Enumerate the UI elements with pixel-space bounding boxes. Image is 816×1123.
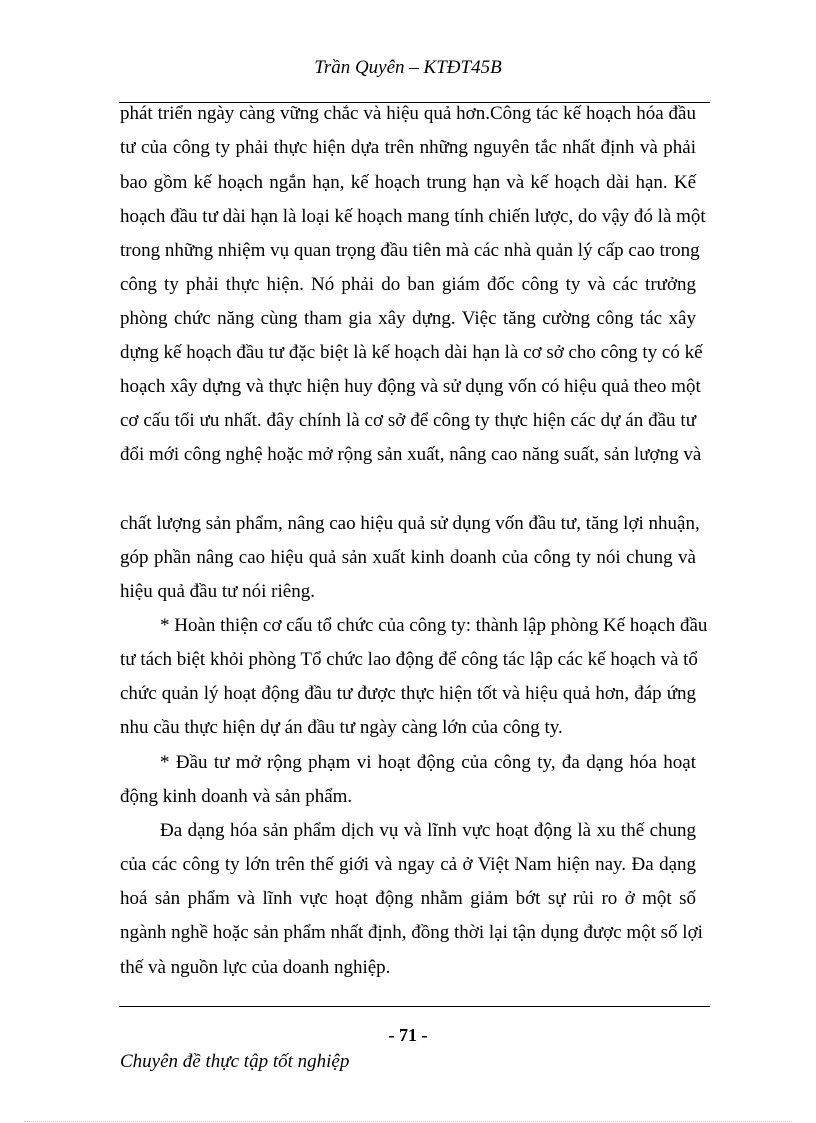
text-line: hoạch đầu tư dài hạn là loại kế hoạch mang tính chiến lược, do vậy đó là một: [120, 206, 706, 227]
text-line: tư tách biệt khỏi phòng Tổ chức lao động để công tác lập các kế hoạch và tổ: [120, 649, 698, 670]
footer-title: Chuyên đề thực tập tốt nghiệp: [120, 1051, 350, 1072]
text-line: bao gồm kế hoạch ngắn hạn, kế hoạch trung hạn và kế hoạch dài hạn. Kế: [120, 172, 696, 193]
text-line: ngành nghề hoặc sản phẩm nhất định, đồng thời lại tận dụng được một số lợi: [120, 922, 703, 943]
text-line: * Đầu tư mở rộng phạm vi hoạt động của công ty, đa dạng hóa hoạt: [160, 752, 696, 773]
text-line: của các công ty lớn trên thế giới và ngay cả ở Việt Nam hiện nay. Đa dạng: [120, 854, 696, 875]
text-line: trong những nhiệm vụ quan trọng đầu tiên mà các nhà quản lý cấp cao trong: [120, 240, 700, 261]
text-line: cơ cấu tối ưu nhất. đây chính là cơ sở để công ty thực hiện các dự án đầu tư: [120, 410, 696, 431]
text-line: phòng chức năng cùng tham gia xây dựng. Việc tăng cường công tác xây: [120, 308, 696, 329]
page-number: - 71 -: [388, 1025, 428, 1045]
footer-rule: [119, 1006, 710, 1007]
text-line: chức quản lý hoạt động đầu tư được thực hiện tốt và hiệu quả hơn, đáp ứng: [120, 683, 696, 704]
text-line: chất lượng sản phẩm, nâng cao hiệu quả sử dụng vốn đầu tư, tăng lợi nhuận,: [120, 513, 700, 534]
text-line: đổi mới công nghệ hoặc mở rộng sản xuất, nâng cao năng suất, sản lượng và: [120, 444, 702, 465]
text-line: hoạch xây dựng và thực hiện huy động và sử dụng vốn có hiệu quả theo một: [120, 376, 701, 397]
text-line: hoá sản phẩm và lĩnh vực hoạt động nhằm giảm bớt sự rủi ro ở một số: [120, 888, 696, 909]
text-line: phát triển ngày càng vững chắc và hiệu quả hơn.Công tác kế hoạch hóa đầu: [120, 103, 696, 124]
text-line: góp phần nâng cao hiệu quả sản xuất kinh doanh của công ty nói chung và: [120, 547, 696, 568]
text-line: thế và nguồn lực của doanh nghiệp.: [120, 957, 391, 978]
header-title: Trần Quyên – KTĐT45B: [314, 57, 502, 78]
page-edge-divider: [24, 1121, 792, 1122]
text-line: hiệu quả đầu tư nói riêng.: [120, 581, 315, 602]
text-line: dựng kế hoạch đầu tư đặc biệt là kế hoạch dài hạn là cơ sở cho công ty có kế: [120, 342, 703, 363]
text-line: động kinh doanh và sản phẩm.: [120, 786, 353, 807]
text-line: công ty phải thực hiện. Nó phải do ban giám đốc công ty và các trưởng: [120, 274, 696, 295]
text-line: * Hoàn thiện cơ cấu tổ chức của công ty: thành lập phòng Kế hoạch đầu: [160, 615, 708, 636]
text-line: nhu cầu thực hiện dự án đầu tư ngày càng lớn của công ty.: [120, 717, 563, 738]
text-line: tư của công ty phải thực hiện dựa trên những nguyên tắc nhất định và phải: [120, 137, 696, 158]
text-line: Đa dạng hóa sản phẩm dịch vụ và lĩnh vực hoạt động là xu thế chung: [160, 820, 696, 841]
